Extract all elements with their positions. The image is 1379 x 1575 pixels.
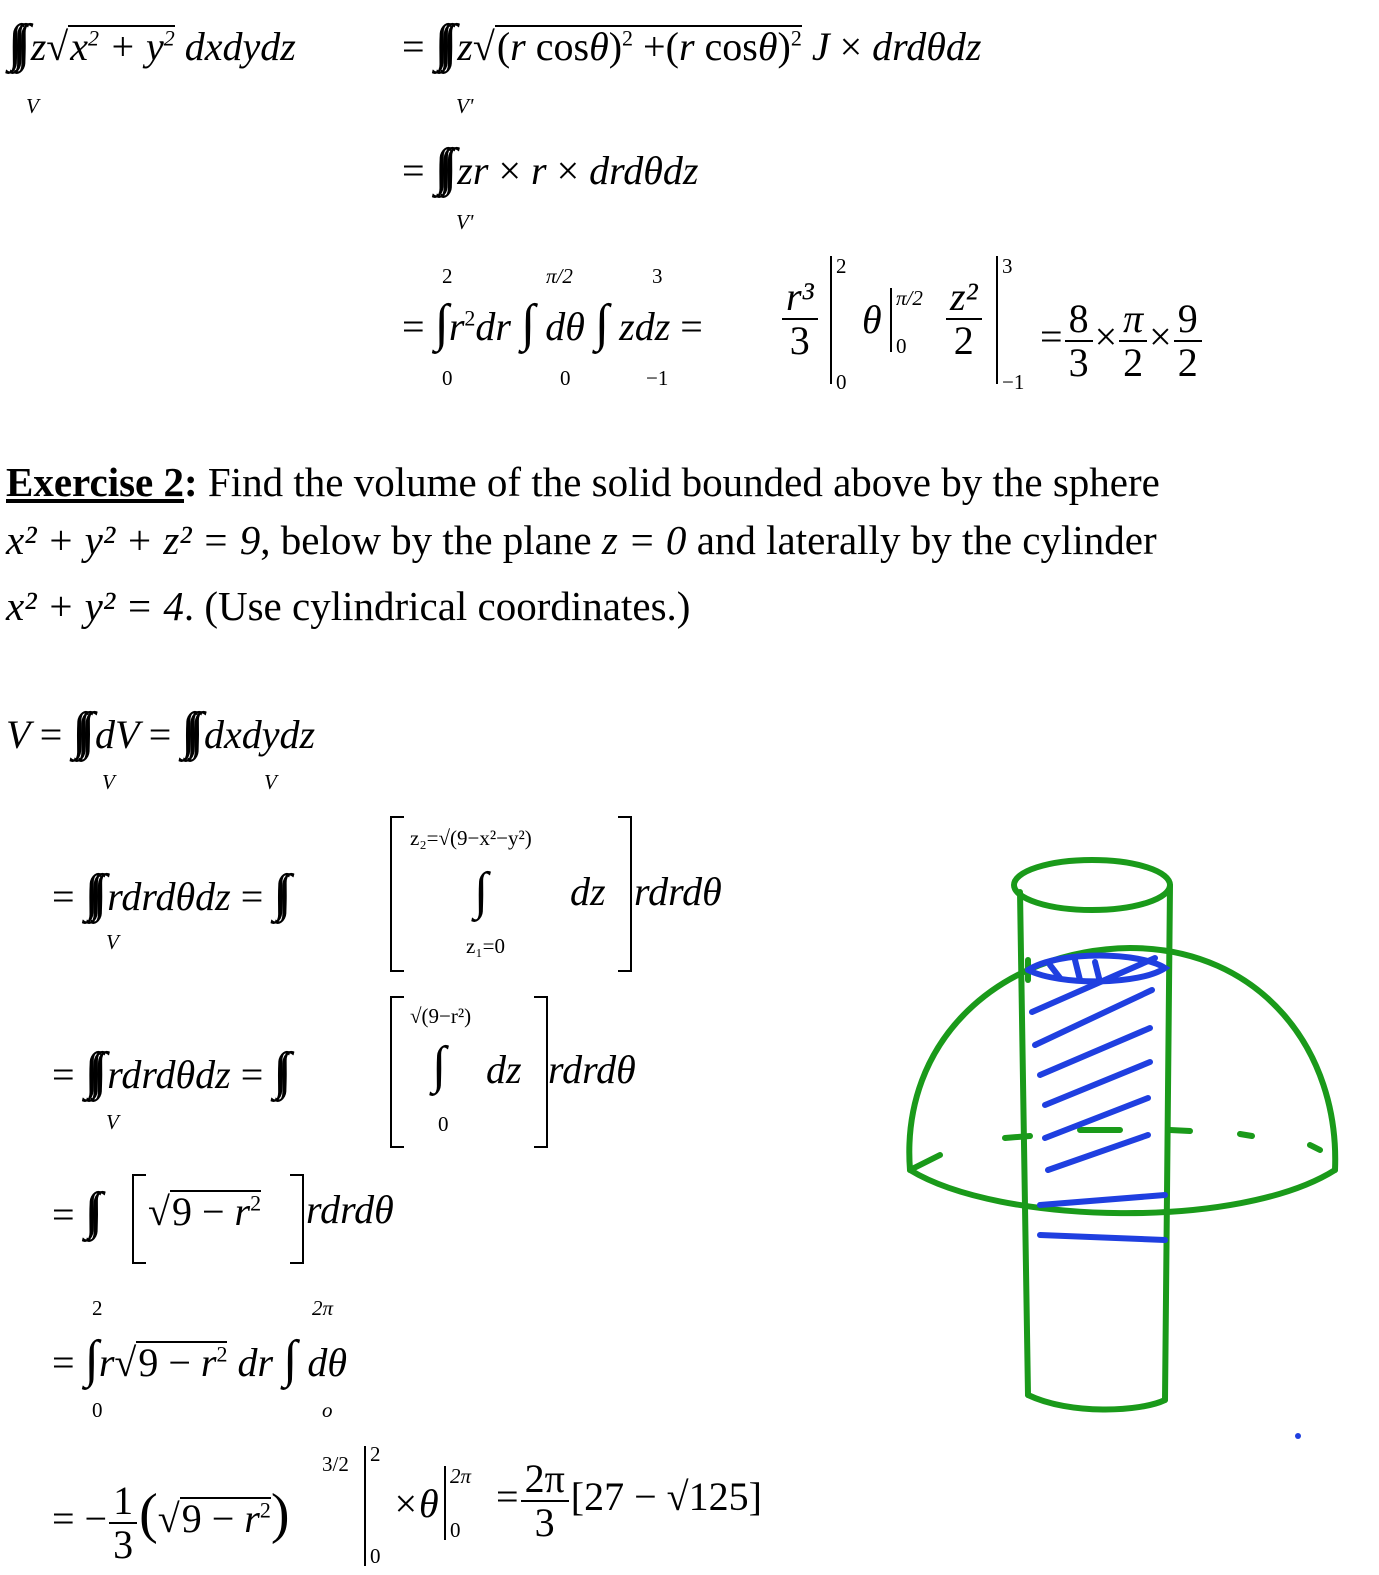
eval-bar-2-lower: 0 xyxy=(896,334,907,358)
line3-lim-z-lower: −1 xyxy=(646,366,669,390)
solution-line-5: = $\int r√9 - r^2$ dr ∫ dθ xyxy=(52,1331,347,1388)
line3-lim-theta-upper: π/2 xyxy=(546,264,573,288)
line3-result: = $\frac{8}{3}$ × $\frac{\pi}{2}$ × $\frac{9}{2}$ xyxy=(1040,298,1204,384)
s4-bracket-right xyxy=(290,1174,304,1264)
s6-eval-lower: 0 xyxy=(370,1544,381,1568)
exercise-line-3: x² + y² = 4. (Use cylindrical coordinates.) xyxy=(6,583,691,629)
pen-dot xyxy=(1295,1433,1301,1439)
s2-bracket-left xyxy=(390,816,404,972)
s3-rdrdtheta: rdrdθ xyxy=(548,1047,636,1092)
hemisphere-outline xyxy=(909,948,1335,1213)
s3-dz: dz xyxy=(486,1047,522,1092)
exercise-label: Exercise 2 xyxy=(6,459,184,505)
s6-rhs-bracket: [27 − √125] xyxy=(570,1474,762,1520)
s6-theta-bar xyxy=(444,1466,446,1540)
line3-lim-theta-lower: 0 xyxy=(560,366,571,390)
solution-line-4: = ∫∫ xyxy=(52,1183,94,1240)
line3-lim-r-upper: 2 xyxy=(442,264,453,288)
s2-bracket-right xyxy=(618,816,632,972)
eval-bar-1-lower: 0 xyxy=(836,370,847,394)
s2-lower-limit: z₁=0 xyxy=(466,934,505,958)
exercise-line-2: x² + y² + z² = 9, below by the plane z = 0 and laterally by the cylinder xyxy=(6,517,1157,563)
eval-bar-1-upper: 2 xyxy=(836,254,847,278)
s5-theta-lower: o xyxy=(322,1398,333,1422)
line2-limit: V' xyxy=(456,210,474,234)
plane-equation: z = 0 xyxy=(601,517,687,563)
eval-bar-2 xyxy=(890,288,892,352)
sphere-equation: x² + y² + z² = 9 xyxy=(6,517,261,563)
s3-upper-limit: √(9−r²) xyxy=(410,1004,472,1028)
s5-theta-upper: 2π xyxy=(312,1296,334,1320)
line1-lhs-limit: V xyxy=(26,94,39,118)
s6-theta: ×θ xyxy=(392,1481,439,1526)
eval-bar-1 xyxy=(830,256,832,384)
line1-lhs: ∫∫∫ $z√x^2 + y^2$ dxdydz xyxy=(8,15,296,72)
line3-lhs: = $\int r^2dr$ ∫ dθ ∫ zdz = xyxy=(402,295,703,352)
line3-z-fraction: $\frac{\text{z²}}{2}$ xyxy=(946,276,982,362)
eval-bar-3-upper: 3 xyxy=(1002,254,1013,278)
s2-limit: V xyxy=(106,930,119,954)
s6-rhs: = $\frac{2\pi}{3}$ [27 − √125] xyxy=(496,1456,762,1545)
s6-theta-upper: 2π xyxy=(450,1464,472,1488)
s3-integral: ∫ xyxy=(432,1037,447,1094)
s6-theta-lower: 0 xyxy=(450,1518,461,1542)
exercise-line-1: Exercise 2: Find the volume of the solid bounded above by the sphere xyxy=(6,459,1160,505)
solution-line-2-left: = ∫∫∫ rdrdθdz = ∫∫ xyxy=(52,865,282,922)
s6-eval-upper: 2 xyxy=(370,1442,381,1466)
eval-bar-2-upper: π/2 xyxy=(896,286,923,310)
solution-line-1: V = ∫∫∫ dV = ∫∫∫ dxdydz xyxy=(6,703,316,760)
line1-rhs: = ∫∫∫ z√(r cosθ)$^2$ +(r cosθ)$^2$ J × drdθdz xyxy=(402,15,982,72)
line3-lim-r-lower: 0 xyxy=(442,366,453,390)
s4-rdrdtheta: rdrdθ xyxy=(306,1187,394,1232)
line3-r-fraction: $\frac{\text{r³}}{3}$ xyxy=(782,276,818,362)
s4-bracket-left xyxy=(132,1174,146,1264)
s5-r-lower: 0 xyxy=(92,1398,103,1422)
s1-limit-2: V xyxy=(264,770,277,794)
s3-lower-limit: 0 xyxy=(438,1112,449,1136)
cylinder-equation: x² + y² = 4 xyxy=(6,583,184,629)
s2-dz: dz xyxy=(570,869,606,914)
hatched-region xyxy=(1028,956,1165,1241)
s3-bracket-right xyxy=(534,996,548,1148)
solution-line-6: = − $\frac{1}{3}$ $(√9 - r^2)$ xyxy=(52,1478,290,1567)
s3-limit: V xyxy=(106,1110,119,1134)
s6-power: 3/2 xyxy=(322,1452,349,1476)
s2-rdrdtheta: rdrdθ xyxy=(634,869,722,914)
s1-limit-1: V xyxy=(102,770,115,794)
line1-rhs-limit: V' xyxy=(456,94,474,118)
s3-bracket-left xyxy=(390,996,404,1148)
s2-integral: ∫ xyxy=(474,863,489,920)
line3-lim-z-upper: 3 xyxy=(652,264,663,288)
solution-line-3-left: = ∫∫∫ rdrdθdz = ∫∫ xyxy=(52,1043,282,1100)
eval-bar-3 xyxy=(996,256,998,384)
s2-upper-limit: z₂=√(9−x²−y²) xyxy=(410,826,532,850)
exercise-text-1: Find the volume of the solid bounded above by the sphere xyxy=(207,459,1160,505)
line2: = ∫∫∫ zr × r × drdθdz xyxy=(402,139,699,196)
s5-r-upper: 2 xyxy=(92,1296,103,1320)
s6-eval-bar xyxy=(364,1446,366,1566)
line3-theta: θ xyxy=(862,297,882,342)
eval-bar-3-lower: −1 xyxy=(1002,370,1025,394)
s4-sqrt: $√9 - r^2$ xyxy=(148,1189,262,1234)
sphere-cylinder-sketch xyxy=(880,840,1360,1440)
